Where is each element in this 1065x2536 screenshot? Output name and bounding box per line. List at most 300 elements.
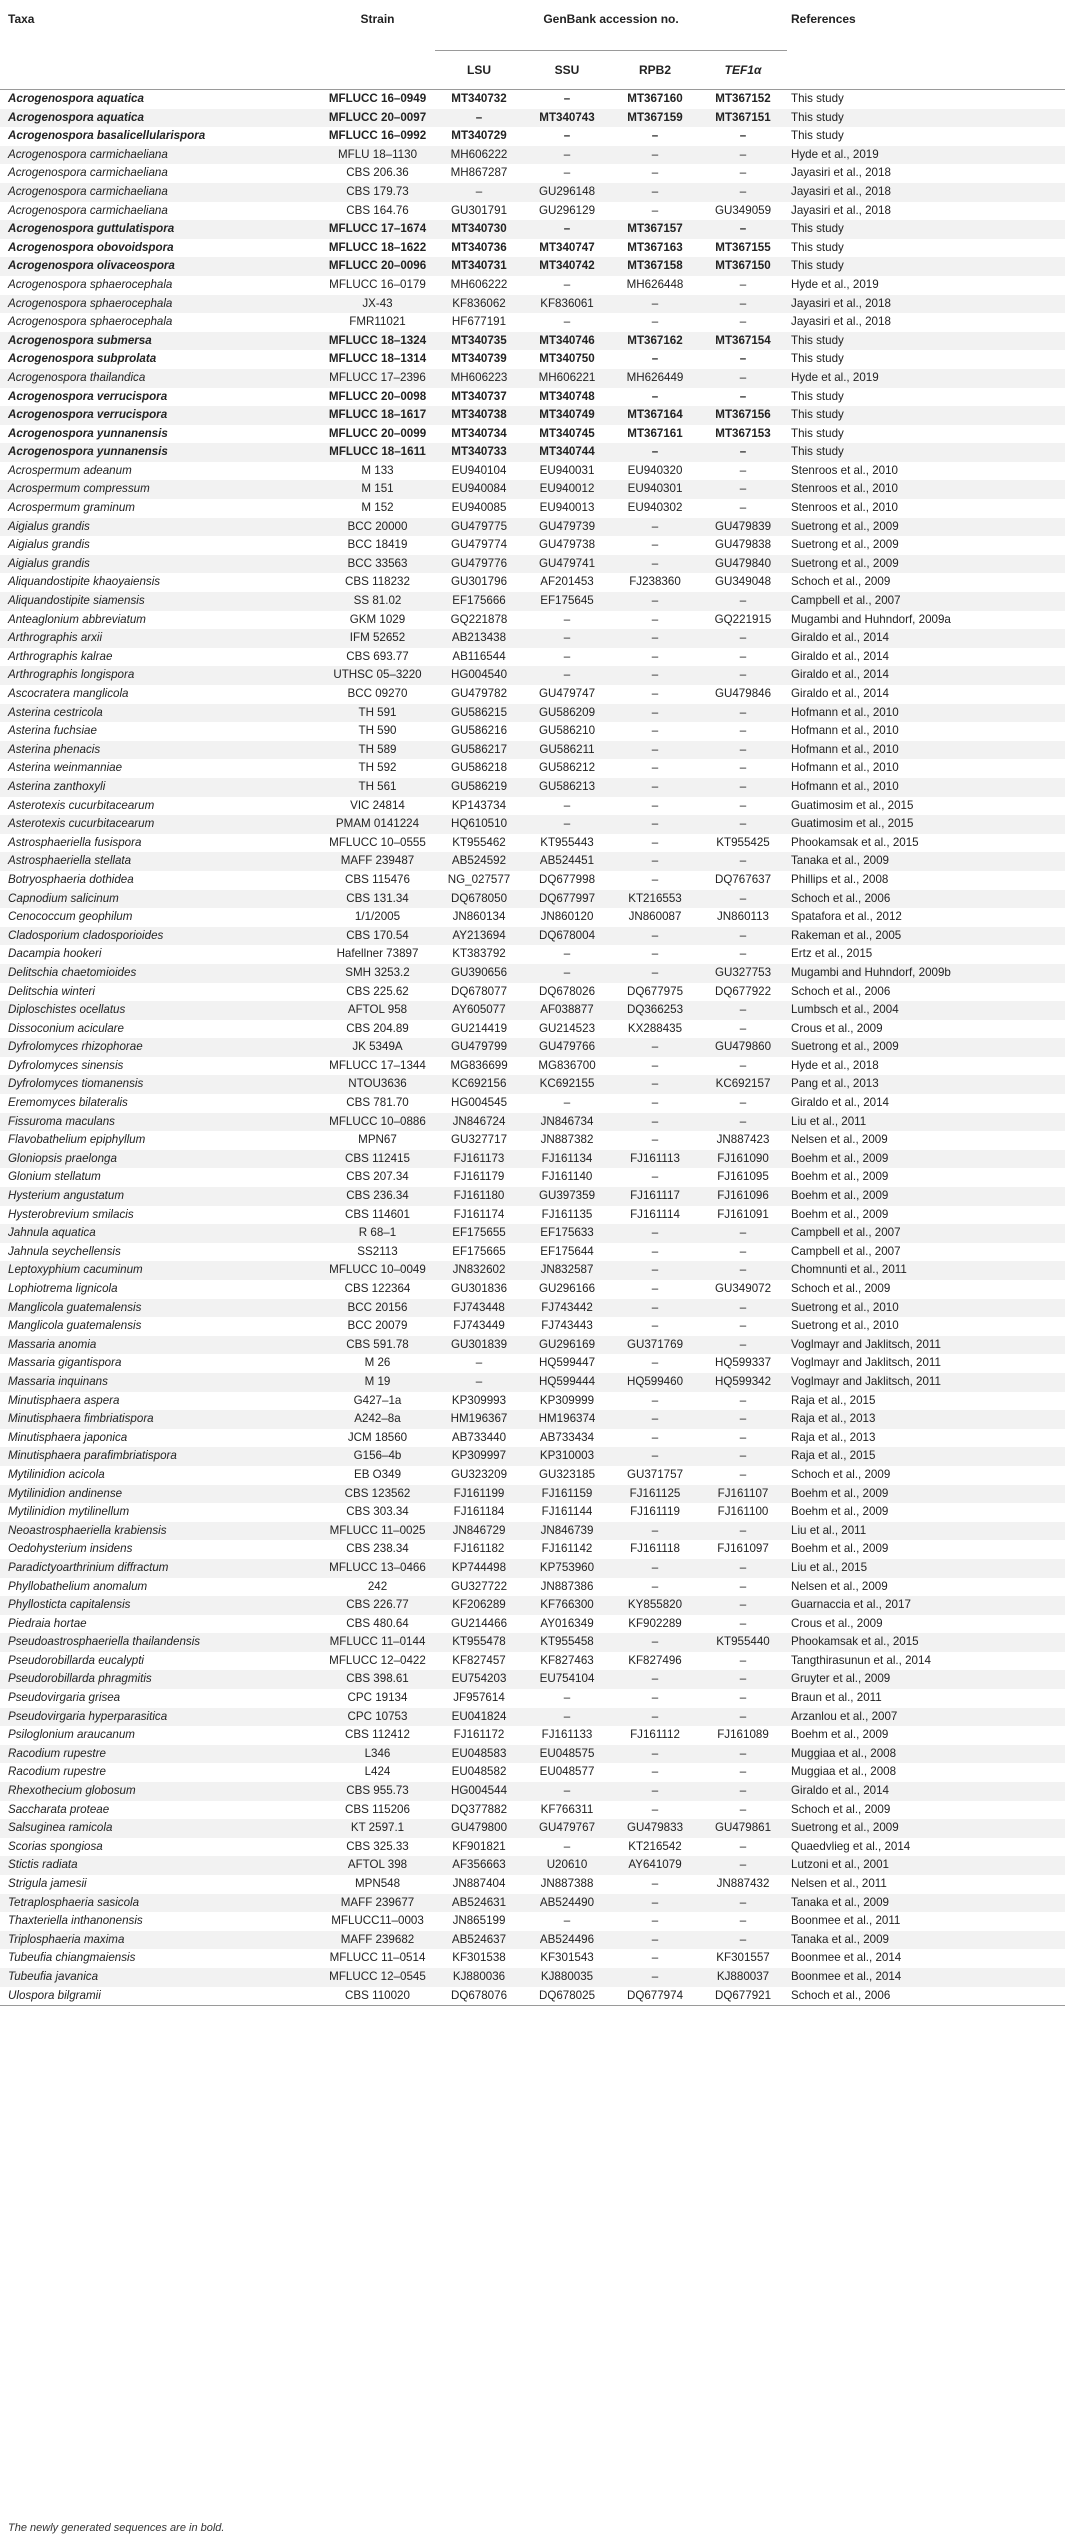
cell-ssu: JN860120 (540, 910, 594, 924)
table-row (0, 295, 1065, 314)
cell-rpb2: GU371757 (626, 1467, 684, 1481)
cell-tef1: – (739, 1319, 747, 1333)
cell-ref: Giraldo et al., 2014 (787, 1782, 1065, 1801)
cell-tef1: FJ161095 (717, 1170, 769, 1184)
cell-strain: MFLUCC 18–1611 (320, 443, 435, 462)
cell-lsu: GU479775 (435, 518, 523, 537)
header-references: References (791, 12, 856, 26)
cell-ssu: EF175644 (540, 1244, 594, 1258)
cell-lsu: GU214466 (450, 1616, 508, 1630)
cell-taxa: Scorias spongiosa (8, 1839, 103, 1853)
cell-lsu: MT340735 (435, 332, 523, 351)
cell-tef1: – (739, 761, 747, 775)
cell-taxa: Paradictyoarthrinium diffractum (0, 1559, 320, 1578)
cell-taxa: Rhexothecium globosum (0, 1782, 320, 1801)
cell-taxa: Dyfrolomyces rhizophorae (0, 1038, 320, 1057)
cell-taxa: Tetraplosphaeria sasicola (0, 1894, 320, 1913)
cell-lsu: GU323209 (450, 1467, 508, 1481)
cell-lsu: EF175666 (435, 592, 523, 611)
cell-rpb2: – (611, 815, 699, 834)
cell-ssu: – (563, 129, 571, 143)
cell-lsu: JN860134 (452, 910, 506, 924)
cell-ssu: MT340743 (523, 109, 611, 128)
cell-strain: CBS 480.64 (346, 1616, 409, 1630)
cell-tef1: – (699, 1522, 787, 1541)
cell-rpb2: – (651, 1282, 659, 1295)
cell-ref: Hofmann et al., 2010 (787, 778, 1065, 797)
cell-strain: CBS 112415 (320, 1150, 435, 1169)
cell-ssu: AY016349 (540, 1616, 594, 1630)
table-row (0, 666, 1065, 685)
cell-taxa: Aigialus grandis (0, 518, 320, 537)
cell-rpb2: – (611, 629, 699, 648)
header-ssu: SSU (554, 63, 580, 77)
cell-rpb2: – (611, 1075, 699, 1094)
cell-tef1: GU349072 (714, 1282, 772, 1295)
cell-strain: G156–4b (320, 1447, 435, 1466)
table-row (0, 964, 1065, 983)
cell-taxa: Arthrographis kalrae (8, 649, 113, 663)
cell-ssu: EU754104 (523, 1670, 611, 1689)
cell-strain: FMR11021 (349, 315, 406, 329)
cell-ref: Braun et al., 2011 (791, 1691, 882, 1705)
cell-rpb2: – (651, 1170, 659, 1184)
cell-ssu: GU397359 (523, 1187, 611, 1206)
cell-lsu: AF356663 (435, 1856, 523, 1875)
cell-taxa: Lophiotrema lignicola (8, 1282, 118, 1295)
cell-rpb2: – (611, 295, 699, 314)
cell-rpb2: – (611, 1559, 699, 1578)
cell-ssu: – (523, 964, 611, 983)
cell-tef1: HQ599342 (699, 1373, 787, 1392)
cell-strain: JX-43 (320, 295, 435, 314)
cell-strain: MFLUCC11–0003 (331, 1914, 424, 1928)
cell-ref: Giraldo et al., 2014 (787, 666, 1065, 685)
cell-strain: JK 5349A (320, 1038, 435, 1057)
cell-rpb2: KT216553 (611, 890, 699, 909)
cell-taxa: Tubeufia chiangmaiensis (8, 1951, 136, 1965)
cell-strain: MFLUCC 10–0886 (320, 1113, 435, 1132)
cell-rpb2: – (651, 352, 659, 366)
cell-strain: GKM 1029 (349, 612, 406, 626)
cell-lsu: GU586216 (450, 724, 508, 738)
table-row (0, 611, 1065, 630)
cell-ssu: – (563, 798, 571, 812)
cell-strain: MFLUCC 11–0514 (329, 1951, 426, 1965)
table-row (0, 220, 1065, 239)
table-row (0, 1615, 1065, 1634)
cell-lsu: – (435, 1373, 523, 1392)
cell-ssu: EU940012 (523, 480, 611, 499)
cell-tef1: GU479861 (699, 1819, 787, 1838)
cell-strain: A242–8a (320, 1410, 435, 1429)
cell-taxa: Mytilinidion acicola (8, 1467, 105, 1481)
cell-tef1: – (699, 1001, 787, 1020)
cell-ref: Guatimosim et al., 2015 (787, 815, 1065, 834)
cell-ref: Hofmann et al., 2010 (787, 741, 1065, 760)
table-row (0, 462, 1065, 481)
cell-taxa: Acrogenospora carmichaeliana (0, 146, 320, 165)
cell-taxa: Acrogenospora verrucispora (0, 406, 320, 425)
cell-ref: Suetrong et al., 2009 (791, 538, 899, 552)
table-row (0, 443, 1065, 462)
cell-taxa: Dacampia hookeri (8, 947, 102, 961)
cell-tef1: – (739, 1802, 747, 1816)
cell-rpb2: – (651, 761, 659, 775)
cell-ref: Tanaka et al., 2009 (787, 1931, 1065, 1950)
table-row (0, 1392, 1065, 1411)
cell-lsu: AB524592 (435, 852, 523, 871)
cell-ref: Giraldo et al., 2014 (791, 687, 889, 700)
cell-rpb2: – (651, 947, 659, 961)
cell-lsu: JN846724 (435, 1113, 523, 1132)
cell-tef1: GU327753 (699, 964, 787, 983)
table-row (0, 1001, 1065, 1020)
cell-ref: Ertz et al., 2015 (791, 947, 873, 961)
cell-tef1: FJ161091 (717, 1207, 769, 1221)
cell-strain: MPN67 (358, 1133, 397, 1147)
cell-rpb2: – (651, 1058, 659, 1072)
cell-strain: AFTOL 958 (320, 1001, 435, 1020)
cell-lsu: GU586219 (435, 778, 523, 797)
cell-ssu: – (563, 1839, 571, 1853)
cell-ssu: GU479747 (538, 687, 596, 700)
cell-strain: CBS 781.70 (346, 1096, 409, 1110)
cell-ref: Rakeman et al., 2005 (787, 927, 1065, 946)
cell-taxa: Salsuginea ramicola (0, 1819, 320, 1838)
cell-tef1: FJ161100 (717, 1505, 769, 1519)
cell-taxa: Ulospora bilgramii (0, 1987, 320, 2006)
cell-tef1: – (699, 1782, 787, 1801)
table-row (0, 1819, 1065, 1838)
cell-rpb2: HQ599460 (611, 1373, 699, 1392)
cell-tef1: – (699, 480, 787, 499)
cell-taxa: Acrogenospora carmichaeliana (8, 166, 168, 180)
cell-ssu: AB733434 (539, 1430, 595, 1444)
cell-taxa: Massaria anomia (0, 1336, 320, 1355)
cell-strain: MFLUCC 10–0555 (329, 835, 426, 849)
cell-taxa: Acrospermum compressum (0, 480, 320, 499)
cell-ssu: – (563, 166, 571, 180)
cell-tef1: – (699, 1447, 787, 1466)
cell-ssu: – (563, 277, 571, 291)
cell-rpb2: MT367162 (611, 332, 699, 351)
cell-tef1: – (739, 389, 747, 403)
cell-taxa: Astrosphaeriella fusispora (8, 835, 142, 849)
cell-tef1: – (739, 1058, 747, 1072)
table-row (0, 1206, 1065, 1225)
table-row (0, 1540, 1065, 1559)
cell-rpb2: – (611, 1522, 699, 1541)
cell-ssu: DQ677997 (523, 890, 611, 909)
cell-taxa: Acrogenospora olivaceospora (0, 257, 320, 276)
cell-rpb2: – (611, 1113, 699, 1132)
cell-ssu: GU586210 (538, 724, 596, 738)
cell-ssu: – (563, 315, 571, 329)
cell-rpb2: FJ161117 (611, 1187, 699, 1206)
cell-lsu: AB524637 (435, 1931, 523, 1950)
cell-ssu: KT955458 (523, 1633, 611, 1652)
cell-ssu: MT340747 (539, 240, 595, 254)
cell-strain: SS 81.02 (320, 592, 435, 611)
cell-ref: Boehm et al., 2009 (787, 1485, 1065, 1504)
cell-strain: MFLUCC 16–0179 (329, 277, 426, 291)
table-row (0, 1503, 1065, 1522)
cell-tef1: – (739, 1244, 747, 1258)
table-row (0, 1763, 1065, 1782)
cell-rpb2: MH626448 (626, 277, 684, 291)
cell-rpb2: MT367157 (611, 220, 699, 239)
cell-strain: CBS 110020 (320, 1987, 435, 2006)
table-row (0, 648, 1065, 667)
cell-ref: Crous et al., 2009 (791, 1616, 883, 1630)
cell-ssu: GU296148 (523, 183, 611, 202)
cell-ref: Nelsen et al., 2009 (791, 1579, 888, 1593)
cell-ref: Hyde et al., 2018 (791, 1058, 879, 1072)
cell-ref: Pang et al., 2013 (787, 1075, 1065, 1094)
cell-taxa: Minutisphaera fimbriatispora (0, 1410, 320, 1429)
cell-tef1: – (699, 815, 787, 834)
cell-strain: TH 590 (358, 724, 397, 738)
cell-tef1: – (739, 649, 747, 663)
cell-lsu: MT340736 (451, 240, 507, 254)
cell-tef1: – (699, 741, 787, 760)
cell-lsu: – (435, 109, 523, 128)
cell-strain: MFLUCC 18–1622 (328, 240, 427, 254)
cell-ref: Suetrong et al., 2009 (787, 518, 1065, 537)
table-row (0, 1670, 1065, 1689)
cell-ssu: FJ743443 (541, 1319, 593, 1333)
table-row (0, 1243, 1065, 1262)
cell-strain: CBS 207.34 (346, 1170, 409, 1184)
cell-strain: CBS 238.34 (346, 1542, 409, 1556)
cell-ssu: MT340745 (539, 426, 595, 440)
cell-ref: Raja et al., 2013 (791, 1430, 876, 1444)
cell-tef1: – (699, 1559, 787, 1578)
cell-ssu: – (523, 815, 611, 834)
cell-rpb2: KX288435 (627, 1021, 683, 1035)
cell-lsu: AB524631 (435, 1894, 523, 1913)
cell-lsu: KP143734 (451, 798, 507, 812)
cell-taxa: Aliquandostipite khaoyaiensis (8, 575, 161, 589)
cell-ref: Hyde et al., 2019 (787, 369, 1065, 388)
cell-ref: Giraldo et al., 2014 (791, 649, 889, 663)
cell-strain: UTHSC 05–3220 (320, 666, 435, 685)
cell-strain: MFLUCC 18–1324 (320, 332, 435, 351)
cell-taxa: Eremomyces bilateralis (8, 1096, 128, 1110)
cell-strain: M 26 (364, 1356, 391, 1370)
cell-tef1: – (739, 947, 747, 961)
cell-strain: MFLUCC 17–1674 (320, 220, 435, 239)
cell-taxa: Glonium stellatum (8, 1170, 101, 1184)
cell-lsu: HF677191 (451, 315, 507, 329)
table-row (0, 1485, 1065, 1504)
cell-ssu: KC692155 (523, 1075, 611, 1094)
cell-taxa: Minutisphaera parafimbriatispora (0, 1447, 320, 1466)
cell-ref: Boonmee et al., 2014 (791, 1951, 902, 1965)
cell-taxa: Hysterium angustatum (0, 1187, 320, 1206)
cell-rpb2: – (651, 315, 659, 329)
cell-ssu: – (523, 1782, 611, 1801)
cell-taxa: Triplosphaeria maxima (0, 1931, 320, 1950)
cell-tef1: – (739, 352, 747, 366)
table-row (0, 629, 1065, 648)
cell-lsu: KP744498 (435, 1559, 523, 1578)
header-taxa: Taxa (8, 12, 35, 26)
cell-lsu: KF827457 (452, 1653, 506, 1667)
cell-lsu: AB213438 (435, 629, 523, 648)
cell-lsu: MT340738 (435, 406, 523, 425)
cell-rpb2: – (611, 666, 699, 685)
cell-taxa: Acrogenospora yunnanensis (8, 426, 168, 440)
cell-taxa: Acrogenospora aquatica (8, 92, 144, 105)
table-row (0, 1094, 1065, 1113)
cell-ref: Campbell et al., 2007 (787, 1224, 1065, 1243)
cell-tef1: FJ161107 (699, 1485, 787, 1504)
cell-rpb2: – (611, 778, 699, 797)
cell-lsu: EU048582 (451, 1765, 507, 1779)
cell-lsu: FJ743449 (453, 1319, 505, 1333)
table-row (0, 722, 1065, 741)
header-strain: Strain (360, 12, 395, 26)
cell-ssu: GU214523 (538, 1021, 596, 1035)
cell-rpb2: – (651, 1096, 659, 1110)
table-row (0, 852, 1065, 871)
table-row (0, 109, 1065, 128)
cell-tef1: KC692157 (699, 1075, 787, 1094)
table-row (0, 555, 1065, 574)
cell-ssu: – (563, 1096, 571, 1110)
cell-taxa: Psiloglonium araucanum (8, 1728, 135, 1742)
cell-tef1: – (699, 1708, 787, 1727)
cell-lsu: EF175665 (452, 1244, 506, 1258)
cell-ssu: GU479738 (538, 538, 596, 552)
cell-lsu: GU301796 (450, 575, 508, 589)
table-row (0, 834, 1065, 853)
cell-taxa: Acrogenospora verrucispora (8, 389, 168, 403)
cell-ref: Liu et al., 2011 (787, 1113, 1065, 1132)
cell-taxa: Astrosphaeriella stellata (0, 852, 320, 871)
cell-strain: CBS 123562 (320, 1485, 435, 1504)
cell-strain: L424 (364, 1765, 391, 1779)
cell-rpb2: – (651, 203, 659, 217)
cell-ref: Suetrong et al., 2009 (787, 555, 1065, 574)
cell-tef1: – (739, 1765, 747, 1779)
cell-ssu: HQ599444 (523, 1373, 611, 1392)
cell-tef1: – (699, 1745, 787, 1764)
cell-lsu: GU301836 (450, 1282, 508, 1295)
cell-taxa: Arthrographis longispora (0, 666, 320, 685)
cell-ssu: GU586211 (523, 741, 611, 760)
cell-taxa: Saccharata proteae (8, 1802, 110, 1816)
cell-strain: BCC 20079 (347, 1319, 408, 1333)
table-row (0, 388, 1065, 407)
cell-lsu: GU479799 (435, 1038, 523, 1057)
cell-ssu: KF836061 (523, 295, 611, 314)
cell-ref: Boehm et al., 2009 (791, 1207, 889, 1221)
cell-ref: Boehm et al., 2009 (791, 1170, 889, 1184)
cell-taxa: Thaxteriella inthanonensis (8, 1914, 143, 1928)
cell-tef1: KF301557 (716, 1951, 770, 1965)
cell-lsu: FJ161179 (453, 1170, 505, 1184)
cell-lsu: KJ880036 (435, 1968, 523, 1987)
table-row (0, 908, 1065, 927)
cell-rpb2: EU940320 (627, 463, 683, 477)
cell-rpb2: MT367159 (611, 109, 699, 128)
cell-taxa: Acrogenospora yunnanensis (0, 443, 320, 462)
cell-taxa: Pseudovirgaria hyperparasitica (0, 1708, 320, 1727)
cell-tef1: FJ161089 (717, 1728, 769, 1742)
cell-rpb2: MT367158 (611, 257, 699, 276)
table-row (0, 480, 1065, 499)
cell-strain: BCC 20000 (320, 518, 435, 537)
cell-taxa: Pseudorobillarda eucalypti (8, 1653, 144, 1667)
table-row (0, 1801, 1065, 1820)
cell-ref: This study (787, 443, 1065, 462)
cell-ssu: EF175645 (523, 592, 611, 611)
cell-tef1: – (699, 629, 787, 648)
cell-strain: MFLUCC 18–1617 (320, 406, 435, 425)
table-row (0, 1373, 1065, 1392)
cell-ref: Phookamsak et al., 2015 (791, 835, 919, 849)
cell-lsu: MT340737 (451, 389, 507, 403)
table-row (0, 146, 1065, 165)
cell-strain: CBS 236.34 (320, 1187, 435, 1206)
cell-ref: Hofmann et al., 2010 (787, 704, 1065, 723)
cell-ref: This study (787, 332, 1065, 351)
table-row (0, 406, 1065, 425)
cell-rpb2: – (651, 835, 659, 849)
cell-tef1: – (739, 1467, 747, 1481)
table-row (0, 1466, 1065, 1485)
cell-rpb2: FJ238360 (629, 575, 681, 589)
cell-strain: MAFF 239487 (320, 852, 435, 871)
cell-taxa: Mytilinidion andinense (0, 1485, 320, 1504)
cell-strain: CBS 226.77 (320, 1596, 435, 1615)
cell-ssu: – (563, 947, 571, 961)
cell-strain: MPN548 (354, 1877, 401, 1890)
cell-ref: Jayasiri et al., 2018 (791, 203, 891, 217)
table-row (0, 1187, 1065, 1206)
cell-lsu: EF175655 (435, 1224, 523, 1243)
table-row (0, 1075, 1065, 1094)
cell-ref: Boehm et al., 2009 (791, 1505, 889, 1519)
cell-taxa: Pseudoastrosphaeriella thailandensis (0, 1633, 320, 1652)
cell-rpb2: KF827496 (628, 1653, 682, 1667)
cell-lsu: GQ221878 (450, 612, 508, 626)
cell-tef1: – (699, 890, 787, 909)
cell-strain: MFLU 18–1130 (320, 146, 435, 165)
table-row (0, 1968, 1065, 1987)
cell-lsu: GU586215 (435, 704, 523, 723)
cell-taxa: Asterotexis cucurbitacearum (8, 798, 155, 812)
cell-ref: Schoch et al., 2009 (791, 575, 891, 589)
cell-lsu: KF901821 (452, 1839, 506, 1853)
cell-rpb2: – (651, 1691, 659, 1705)
cell-rpb2: – (651, 1356, 659, 1370)
cell-rpb2: – (651, 687, 659, 700)
cell-rpb2: – (651, 1430, 659, 1444)
cell-ref: Suetrong et al., 2009 (787, 1038, 1065, 1057)
cell-rpb2: – (611, 1261, 699, 1280)
cell-strain: AFTOL 398 (320, 1856, 435, 1875)
cell-ssu: KF301543 (540, 1951, 594, 1965)
cell-strain: MFLUCC 20–0099 (328, 426, 427, 440)
cell-rpb2: DQ366253 (611, 1001, 699, 1020)
cell-tef1: – (739, 1839, 747, 1853)
cell-ref: Giraldo et al., 2014 (791, 1096, 889, 1110)
table-row (0, 1931, 1065, 1950)
